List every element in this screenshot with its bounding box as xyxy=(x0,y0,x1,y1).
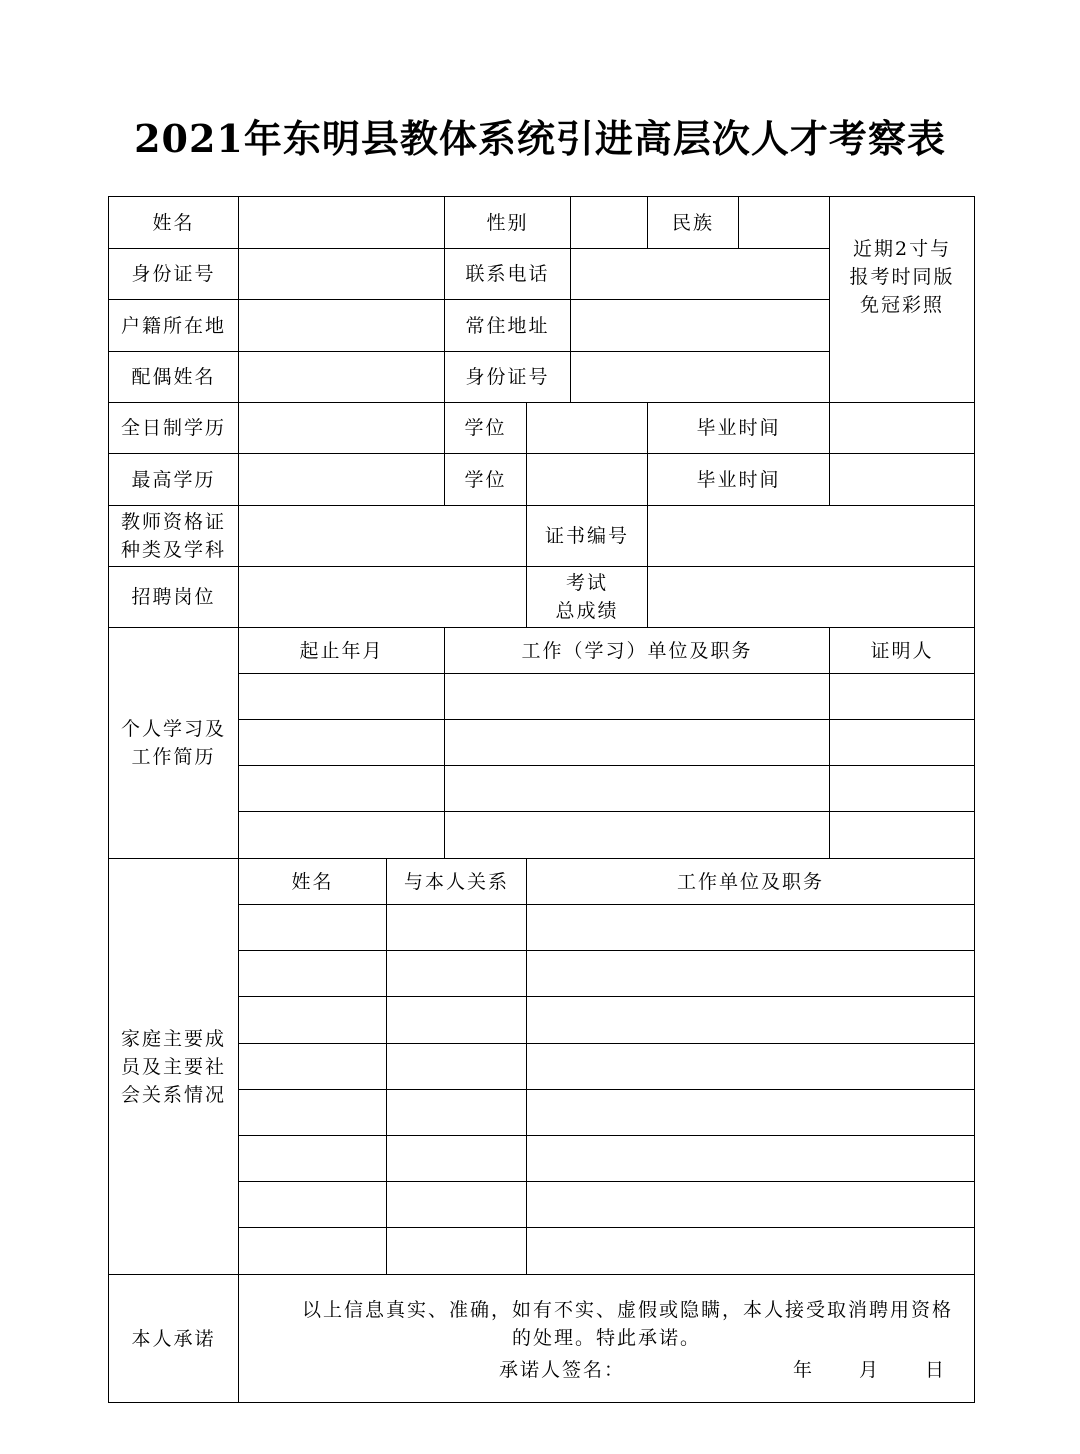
resume-cell-unit[interactable] xyxy=(445,720,830,766)
resume-cell-witness[interactable] xyxy=(830,674,975,720)
field-address[interactable] xyxy=(571,300,830,352)
photo-note-line3: 免冠彩照 xyxy=(860,293,945,316)
family-cell-relation[interactable] xyxy=(387,1044,527,1090)
label-address: 常住地址 xyxy=(445,300,571,352)
resume-cell-unit[interactable] xyxy=(445,674,830,720)
family-header-relation: 与本人关系 xyxy=(387,859,527,905)
label-ethnicity: 民族 xyxy=(648,197,739,249)
label-id-number: 身份证号 xyxy=(109,249,239,300)
label-teacher-cert-line2: 种类及学科 xyxy=(120,539,226,561)
field-exam-score[interactable] xyxy=(648,567,975,628)
family-cell-unit[interactable] xyxy=(527,1182,975,1228)
field-grad-time-1[interactable] xyxy=(830,403,975,454)
page-title: 2021年东明县教体系统引进高层次人才考察表 xyxy=(134,116,946,161)
family-cell-unit[interactable] xyxy=(527,1136,975,1182)
family-cell-unit[interactable] xyxy=(527,1228,975,1275)
label-position: 招聘岗位 xyxy=(109,567,239,628)
family-row xyxy=(109,997,975,1044)
resume-header-period: 起止年月 xyxy=(239,628,445,674)
pledge-label: 本人承诺 xyxy=(109,1275,239,1403)
family-cell-name[interactable] xyxy=(239,1090,387,1136)
signature-month: 月 xyxy=(859,1358,881,1381)
form-table xyxy=(108,196,975,1403)
family-cell-name[interactable] xyxy=(239,1044,387,1090)
field-position[interactable] xyxy=(239,567,527,628)
family-cell-name[interactable] xyxy=(239,951,387,997)
label-highest-edu: 最高学历 xyxy=(109,454,239,506)
family-row xyxy=(109,1090,975,1136)
label-grad-time-1: 毕业时间 xyxy=(648,403,830,454)
pledge-content xyxy=(239,1275,975,1403)
label-degree-1: 学位 xyxy=(445,403,527,454)
field-spouse-id[interactable] xyxy=(571,352,830,403)
resume-label-line1: 个人学习及 xyxy=(120,718,226,740)
signature-label: 承诺人签名： xyxy=(499,1358,626,1381)
pledge-text-1: 以上信息真实、准确，如有不实、虚假或隐瞒，本人接受取消聘用资格 xyxy=(302,1298,954,1321)
pledge-text-2: 的处理。特此承诺。 xyxy=(512,1326,702,1349)
family-label-line2: 员及主要社 xyxy=(120,1055,226,1078)
field-gender[interactable] xyxy=(571,197,648,249)
family-cell-relation[interactable] xyxy=(387,951,527,997)
resume-cell-period[interactable] xyxy=(239,766,445,812)
family-row xyxy=(109,951,975,997)
field-highest-edu[interactable] xyxy=(239,454,445,506)
label-teacher-cert-line1: 教师资格证 xyxy=(120,511,226,533)
field-fulltime-edu[interactable] xyxy=(239,403,445,454)
label-phone: 联系电话 xyxy=(445,249,571,300)
family-label-line1: 家庭主要成 xyxy=(120,1027,226,1050)
resume-cell-witness[interactable] xyxy=(830,766,975,812)
signature-year: 年 xyxy=(793,1358,815,1381)
family-cell-relation[interactable] xyxy=(387,1182,527,1228)
family-cell-relation[interactable] xyxy=(387,1228,527,1275)
label-gender: 性别 xyxy=(445,197,571,249)
family-header-unit: 工作单位及职务 xyxy=(527,859,975,905)
label-spouse-id: 身份证号 xyxy=(445,352,571,403)
resume-cell-period[interactable] xyxy=(239,674,445,720)
signature-day: 日 xyxy=(925,1358,947,1381)
label-name: 姓名 xyxy=(109,197,239,249)
label-degree-2: 学位 xyxy=(445,454,527,506)
family-cell-name[interactable] xyxy=(239,997,387,1044)
resume-cell-unit[interactable] xyxy=(445,766,830,812)
resume-cell-period[interactable] xyxy=(239,720,445,766)
family-row xyxy=(109,1228,975,1275)
signature-line xyxy=(239,1352,974,1388)
label-grad-time-2: 毕业时间 xyxy=(648,454,830,506)
resume-cell-unit[interactable] xyxy=(445,812,830,859)
family-cell-relation[interactable] xyxy=(387,1136,527,1182)
family-cell-name[interactable] xyxy=(239,905,387,951)
family-section-label xyxy=(109,859,239,1275)
field-degree-1[interactable] xyxy=(527,403,648,454)
family-cell-relation[interactable] xyxy=(387,1090,527,1136)
field-name[interactable] xyxy=(239,197,445,249)
photo-note-line2: 报考时同版 xyxy=(849,265,955,288)
family-cell-unit[interactable] xyxy=(527,1090,975,1136)
field-cert-no[interactable] xyxy=(648,506,975,567)
family-cell-relation[interactable] xyxy=(387,905,527,951)
resume-section-label xyxy=(109,628,239,859)
label-exam-score-line1: 考试 xyxy=(566,572,609,594)
label-exam-score-line2: 总成绩 xyxy=(555,600,619,622)
resume-header-witness: 证明人 xyxy=(830,628,975,674)
field-id-number[interactable] xyxy=(239,249,445,300)
field-phone[interactable] xyxy=(571,249,830,300)
family-cell-relation[interactable] xyxy=(387,997,527,1044)
family-cell-unit[interactable] xyxy=(527,1044,975,1090)
photo-note-line1: 近期2寸与 xyxy=(852,237,952,260)
pledge-text-line1 xyxy=(239,1296,974,1324)
resume-cell-period[interactable] xyxy=(239,812,445,859)
field-spouse-name[interactable] xyxy=(239,352,445,403)
field-ethnicity[interactable] xyxy=(739,197,830,249)
family-row xyxy=(109,1044,975,1090)
field-teacher-cert[interactable] xyxy=(239,506,527,567)
family-label-line3: 会关系情况 xyxy=(120,1083,226,1106)
family-cell-unit[interactable] xyxy=(527,951,975,997)
resume-row xyxy=(109,766,975,812)
label-teacher-cert xyxy=(109,506,239,567)
family-cell-unit[interactable] xyxy=(527,905,975,951)
resume-row xyxy=(109,720,975,766)
family-row xyxy=(109,1136,975,1182)
label-fulltime-edu: 全日制学历 xyxy=(109,403,239,454)
photo-box xyxy=(830,197,975,403)
family-row xyxy=(109,1182,975,1228)
resume-header-unit: 工作（学习）单位及职务 xyxy=(445,628,830,674)
field-hukou[interactable] xyxy=(239,300,445,352)
resume-cell-witness[interactable] xyxy=(830,812,975,859)
resume-label-line2: 工作简历 xyxy=(131,746,216,768)
label-cert-no: 证书编号 xyxy=(527,506,648,567)
family-cell-name[interactable] xyxy=(239,1136,387,1182)
family-cell-name[interactable] xyxy=(239,1182,387,1228)
label-spouse-name: 配偶姓名 xyxy=(109,352,239,403)
label-exam-score xyxy=(527,567,648,628)
family-row xyxy=(109,905,975,951)
resume-cell-witness[interactable] xyxy=(830,720,975,766)
family-cell-unit[interactable] xyxy=(527,997,975,1044)
resume-row xyxy=(109,812,975,859)
family-header-name: 姓名 xyxy=(239,859,387,905)
family-cell-name[interactable] xyxy=(239,1228,387,1275)
field-degree-2[interactable] xyxy=(527,454,648,506)
label-hukou: 户籍所在地 xyxy=(109,300,239,352)
field-grad-time-2[interactable] xyxy=(830,454,975,506)
resume-row xyxy=(109,674,975,720)
